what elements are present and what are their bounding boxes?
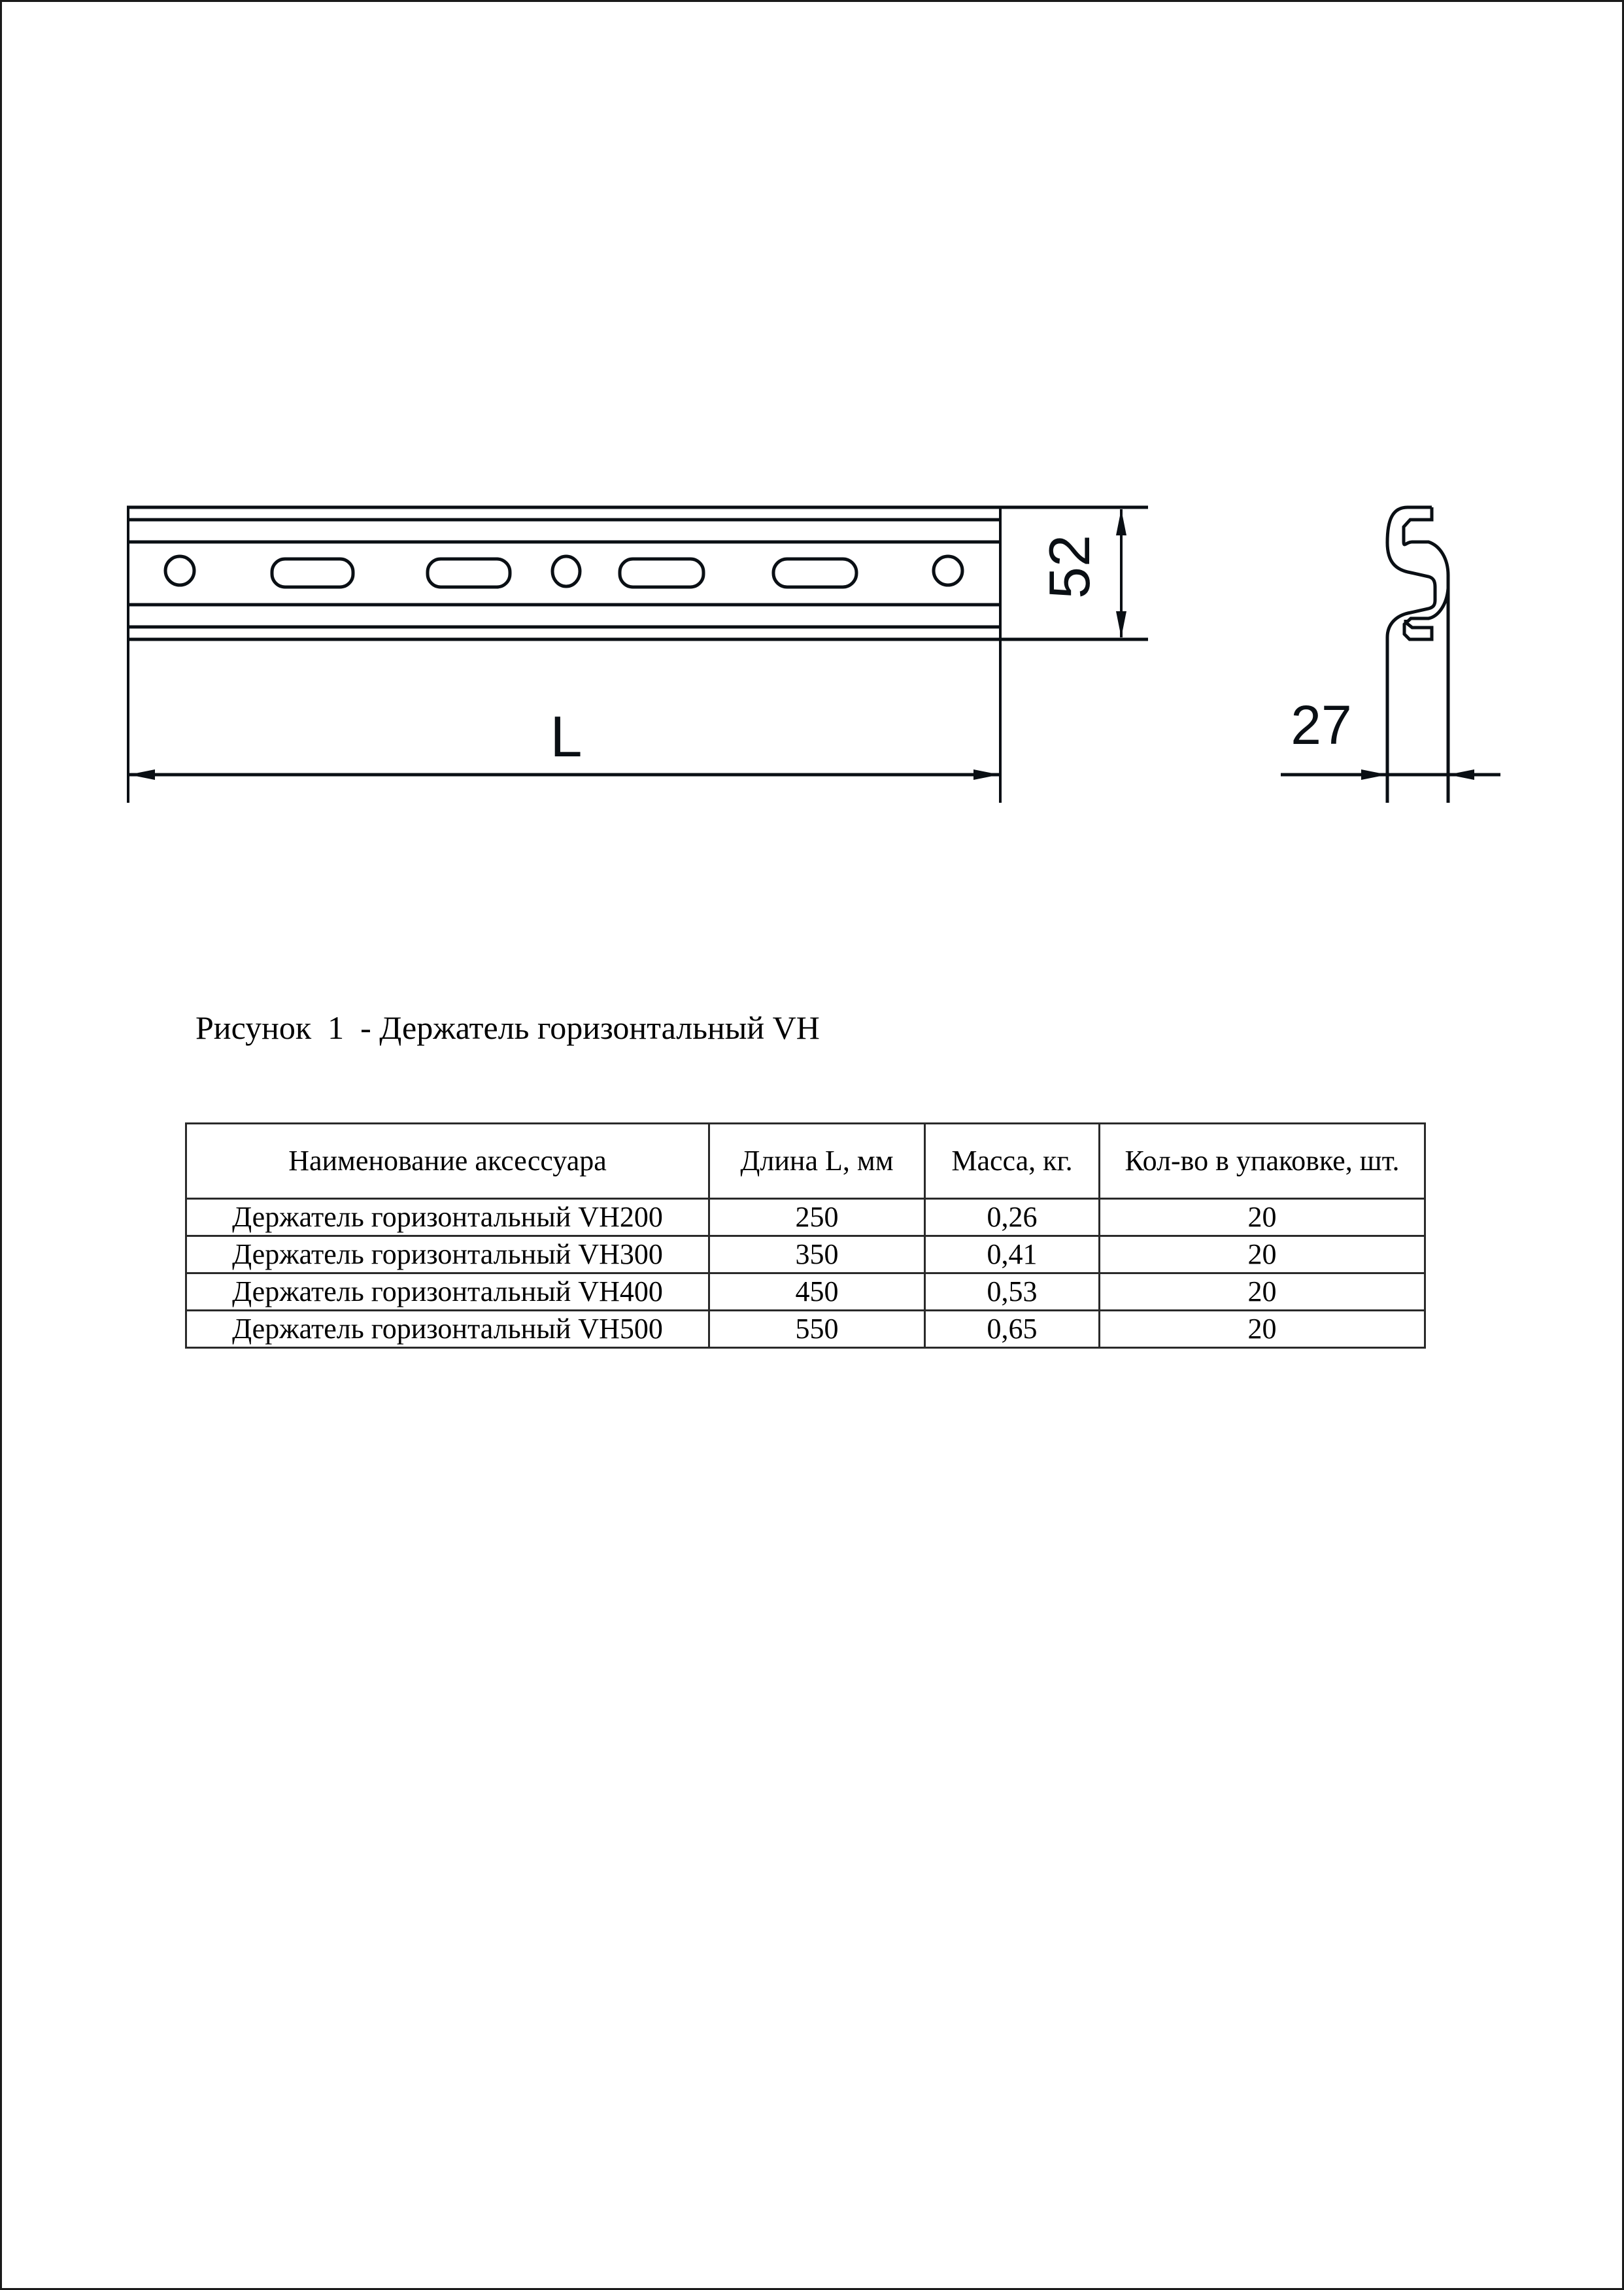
dimension-depth-label: 27 — [1291, 694, 1352, 756]
cell-length: 550 — [709, 1311, 925, 1348]
cell-qty: 20 — [1100, 1199, 1425, 1236]
cell-mass: 0,53 — [925, 1273, 1100, 1311]
round-hole — [165, 556, 194, 585]
side-profile-view — [1387, 507, 1448, 803]
cell-length: 250 — [709, 1199, 925, 1236]
dimension-height-label: 52 — [1037, 535, 1102, 599]
header-length: Длина L, мм — [709, 1124, 925, 1199]
slot-hole — [773, 559, 856, 587]
header-mass: Масса, кг. — [925, 1124, 1100, 1199]
cell-length: 350 — [709, 1236, 925, 1273]
slot-hole — [272, 559, 353, 587]
technical-drawing — [0, 0, 1624, 850]
cell-name: Держатель горизонтальный VH400 — [186, 1273, 709, 1311]
table-row — [186, 1311, 1425, 1348]
cell-name: Держатель горизонтальный VH500 — [186, 1311, 709, 1348]
cell-qty: 20 — [1100, 1236, 1425, 1273]
table-row — [186, 1273, 1425, 1311]
table-row — [186, 1199, 1425, 1236]
table-header-row — [186, 1124, 1425, 1199]
cell-mass: 0,26 — [925, 1199, 1100, 1236]
cell-name: Держатель горизонтальный VH200 — [186, 1199, 709, 1236]
dimension-length-label: L — [550, 704, 583, 769]
profile-outline — [1387, 507, 1448, 803]
round-hole — [552, 556, 580, 586]
round-hole — [934, 556, 962, 585]
header-pack-quantity: Кол-во в упаковке, шт. — [1100, 1124, 1425, 1199]
cell-qty: 20 — [1100, 1273, 1425, 1311]
cell-length: 450 — [709, 1273, 925, 1311]
slot-hole — [428, 559, 510, 587]
front-view — [127, 507, 1148, 803]
table-row — [186, 1236, 1425, 1273]
header-accessory-name: Наименование аксессуара — [186, 1124, 709, 1199]
cell-qty: 20 — [1100, 1311, 1425, 1348]
cell-name: Держатель горизонтальный VH300 — [186, 1236, 709, 1273]
slot-hole — [620, 559, 703, 587]
accessory-spec-table — [185, 1122, 1426, 1349]
cell-mass: 0,41 — [925, 1236, 1100, 1273]
figure-caption: Рисунок 1 - Держатель горизонтальный VH — [195, 1009, 820, 1046]
cell-mass: 0,65 — [925, 1311, 1100, 1348]
